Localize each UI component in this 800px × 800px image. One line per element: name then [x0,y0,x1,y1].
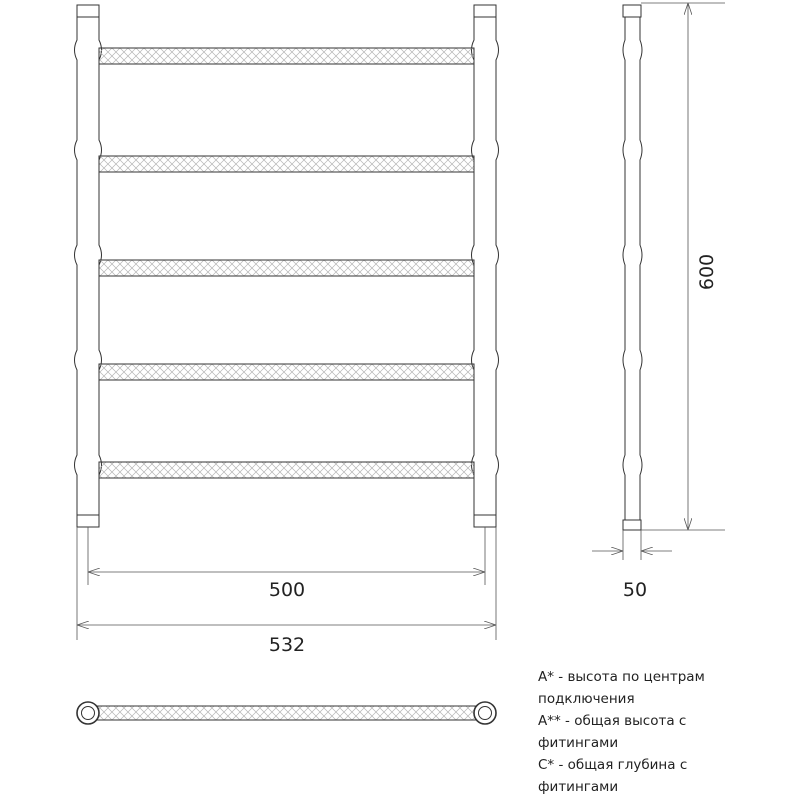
top-view [77,702,496,724]
rung-5 [99,462,474,478]
legend-line: подключения [538,691,635,707]
dimension-height-label: 600 [696,253,718,291]
dimension-inner-width-label: 500 [268,579,306,601]
side-view [623,5,642,530]
dimension-depth [592,530,672,560]
rung-4 [99,364,474,380]
dimension-inner-width [88,527,485,585]
legend-line: фитингами [538,779,619,795]
rung-3 [99,260,474,276]
dimension-depth-label: 50 [622,579,648,601]
legend-line: фитингами [538,735,619,751]
legend-line: A* - высота по центрам [538,669,705,685]
right-post [472,5,499,527]
rung-1 [99,48,474,64]
legend-line: A** - общая высота с [538,713,687,729]
legend [538,666,788,798]
rung-2 [99,156,474,172]
legend-line: C* - общая глубина с [538,757,688,773]
front-view [75,5,499,527]
left-post [75,5,102,527]
dimension-outer-width-label: 532 [268,634,306,656]
